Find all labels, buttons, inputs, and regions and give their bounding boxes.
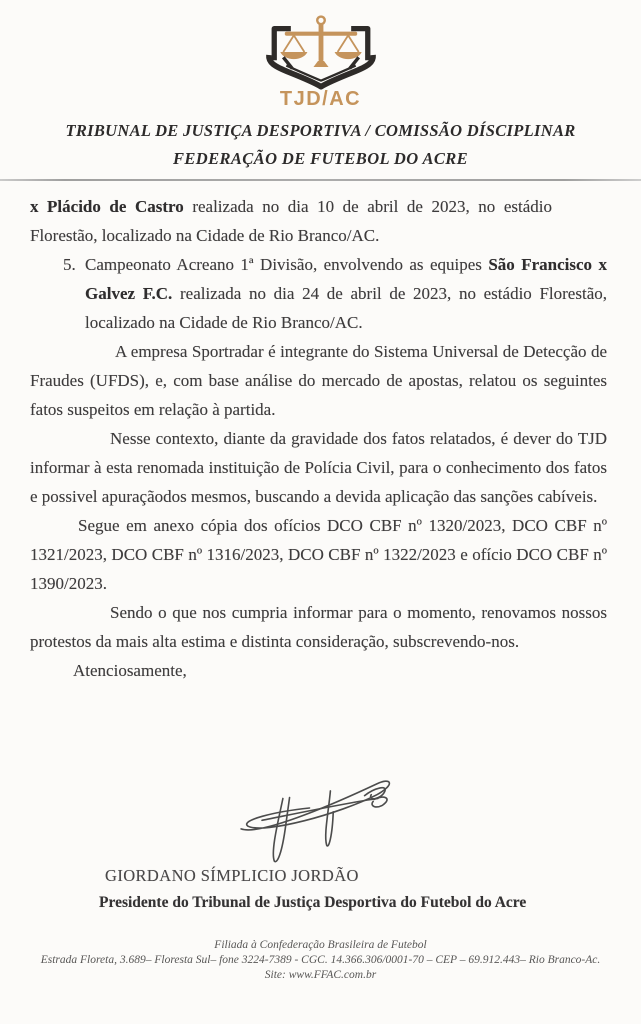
header-divider <box>0 179 641 181</box>
footer-address: Estrada Floreta, 3.689– Floresta Sul– fone 3224-7389 - CGC. 14.366.306/0001-70 – CEP – 69.912.443– Rio Branco-Ac. <box>40 954 601 966</box>
match-teams-bold: x Plácido de Castro <box>30 197 184 216</box>
paragraph-oficios: Segue em anexo cópia dos ofícios DCO CBF nº 1320/2023, DCO CBF nº 1321/2023, DCO CBF nº 1316/2023, DCO CBF nº 1322/2023 e ofício DCO CBF nº 1390/2023. <box>30 516 607 593</box>
paragraph-encerramento: Sendo o que nos cumpria informar para o momento, renovamos nossos protestos da mais alta estima e distinta consideração, subscrevendo-nos. <box>30 603 607 651</box>
list-item-5 <box>30 250 607 337</box>
paragraph-sportradar: A empresa Sportradar é integrante do Sistema Universal de Detecção de Fraudes (UFDS), e, com base análise do mercado de apostas, relatou os seguintes fatos suspeitos em relação à partida. <box>30 342 607 419</box>
closing-salutation: Atenciosamente, <box>73 661 187 680</box>
footer-website: Site: www.FFAC.com.br <box>264 969 377 981</box>
item5-post-text: realizada no dia 24 de abril de 2023, no estádio Florestão, localizado na Cidade de Rio Branco/AC. <box>85 284 607 332</box>
letterhead-title-line2: FEDERAÇÃO DE FUTEBOL DO ACRE <box>172 149 469 168</box>
paragraph-contexto: Nesse contexto, diante da gravidade dos fatos relatados, é dever do TJD informar à esta renomada instituição de Polícia Civil, para o conhecimento dos fatos e possivel apuraçãodos mesmos, buscando a devida aplicação das sanções cabíveis. <box>30 429 607 506</box>
letter-body <box>30 192 607 685</box>
item5-pre-text: Campeonato Acreano 1ª Divisão, envolvendo as equipes <box>85 255 489 274</box>
list-item-number: 5. <box>63 255 76 274</box>
logo-wordmark: TJD/AC <box>279 88 362 110</box>
list-item-4-continuation <box>30 192 552 250</box>
letter-footer <box>0 938 641 983</box>
handwritten-signature <box>230 770 408 865</box>
item5-teams-bold: São Francisco x Galvez F.C. <box>85 255 607 303</box>
letterhead-title-line1: TRIBUNAL DE JUSTIÇA DESPORTIVA / COMISSÃO DÍSCIPLINAR <box>65 121 576 140</box>
footer-affiliation: Filiada à Confederação Brasileira de Futebol <box>214 939 427 951</box>
match-details-text: realizada no dia 10 de abril de 2023, no estádio Florestão, localizado na Cidade de Rio Branco/AC. <box>30 197 553 245</box>
signer-name: GIORDANO SÍMPLICIO JORDÃO <box>105 866 359 885</box>
signer-role: Presidente do Tribunal de Justiça Desportiva do Futebol do Acre <box>99 894 527 911</box>
